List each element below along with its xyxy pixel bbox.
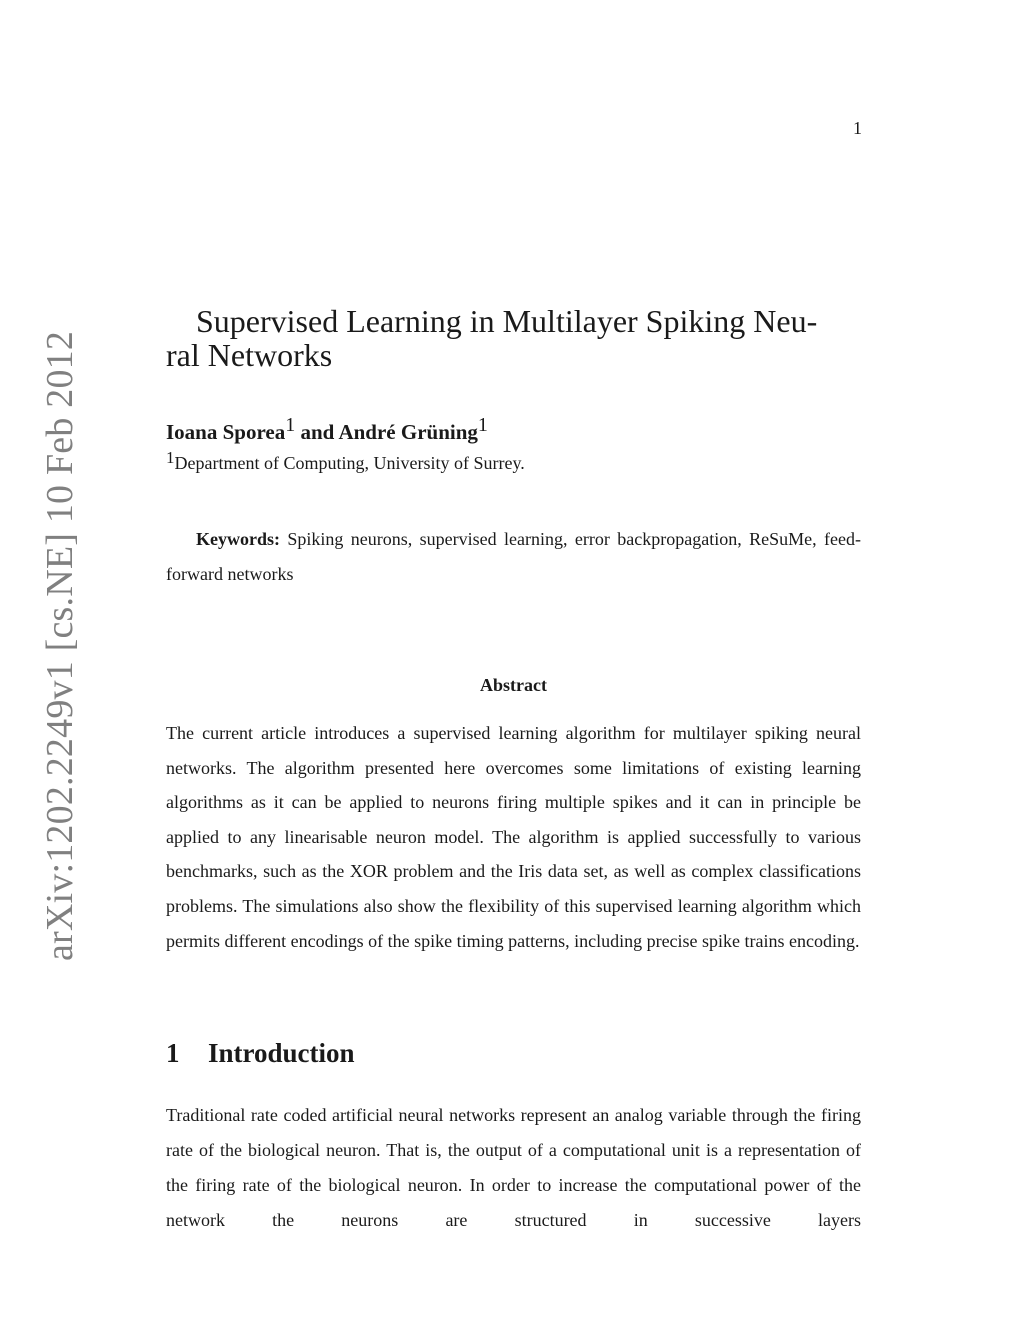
title-line-1: Supervised Learning in Multilayer Spiking Neu- bbox=[196, 303, 818, 339]
affiliation bbox=[166, 448, 525, 474]
keywords-label: Keywords: bbox=[196, 529, 280, 549]
introduction-body: Traditional rate coded artificial neural networks represent an analog variable through the firing rate of the biological neuron. That is, the output of a computational unit is a representation of the firing rate of the biological neuron. In order to increase the computational power of the network the neurons are structured in successive layers bbox=[166, 1105, 861, 1230]
author-connector: and bbox=[295, 420, 339, 444]
paper-title bbox=[166, 304, 861, 372]
keywords bbox=[166, 522, 861, 592]
author-list bbox=[166, 414, 488, 445]
affiliation-marker: 1 bbox=[477, 414, 488, 436]
section-number: 1 bbox=[166, 1038, 180, 1068]
affiliation-text: Department of Computing, University of Surrey. bbox=[174, 453, 525, 473]
title-line-2: ral Networks bbox=[166, 337, 333, 373]
section-title: Introduction bbox=[208, 1038, 355, 1068]
abstract-heading: Abstract bbox=[480, 675, 547, 695]
keywords-text: Spiking neurons, supervised learning, error backpropagation, ReSuMe, feed-forward networks bbox=[166, 529, 861, 584]
arxiv-identifier: arXiv:1202.2249v1 [cs.NE] 10 Feb 2012 bbox=[39, 330, 81, 962]
author-name: André Grüning bbox=[338, 420, 478, 444]
author-name: Ioana Sporea bbox=[166, 420, 286, 444]
affiliation-marker: 1 bbox=[166, 448, 175, 467]
page-number: 1 bbox=[853, 118, 862, 138]
abstract-body: The current article introduces a supervised learning algorithm for multilayer spiking neural networks. The algorithm presented here overcomes some limitations of existing learning algorithms as it can be applied to neurons firing multiple spikes and it can in principle be applied to any linearisable neuron model. The algorithm is applied successfully to various benchmarks, such as the XOR problem and the Iris data set, as well as complex classifications problems. The simulations also show the flexibility of this supervised learning algorithm which permits different encodings of the spike timing patterns, including precise spike trains encoding. bbox=[166, 723, 861, 951]
affiliation-marker: 1 bbox=[285, 414, 296, 436]
section-heading bbox=[166, 1038, 355, 1069]
